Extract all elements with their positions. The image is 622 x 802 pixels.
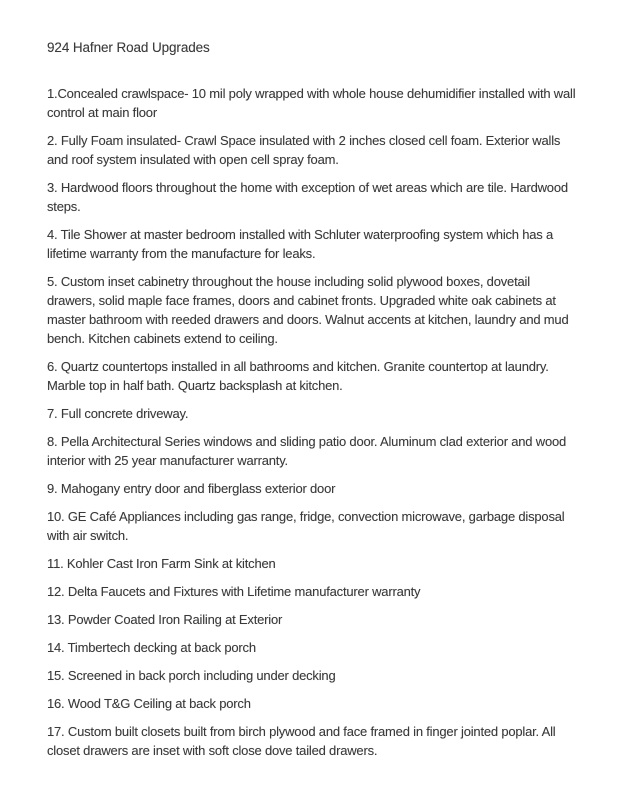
list-item-13: 13. Powder Coated Iron Railing at Exterior <box>47 612 283 627</box>
list-item-6: 6. Quartz countertops installed in all bathrooms and kitchen. Granite countertop at laundry. Marble top in half bath. Quartz backsplash at kitchen. <box>47 359 549 393</box>
list-item-14: 14. Timbertech decking at back porch <box>47 640 256 655</box>
page-title: 924 Hafner Road Upgrades <box>47 40 210 55</box>
list-item-3: 3. Hardwood floors throughout the home with exception of wet areas which are tile. Hardwood steps. <box>47 180 568 214</box>
list-item-7: 7. Full concrete driveway. <box>47 406 189 421</box>
list-item-1: 1.Concealed crawlspace- 10 mil poly wrapped with whole house dehumidifier installed with wall control at main floor <box>47 86 576 120</box>
upgrades-list <box>47 84 577 760</box>
list-item-12: 12. Delta Faucets and Fixtures with Lifetime manufacturer warranty <box>47 584 421 599</box>
list-item-9: 9. Mahogany entry door and fiberglass exterior door <box>47 481 336 496</box>
list-item-5: 5. Custom inset cabinetry throughout the house including solid plywood boxes, dovetail drawers, solid maple face frames, doors and cabinet fronts. Upgraded white oak cabinets at master bathroom with reeded drawers and doors. Walnut accents at kitchen, laundry and mud bench. Kitchen cabinets extend to ceiling. <box>47 274 569 346</box>
list-item-16: 16. Wood T&G Ceiling at back porch <box>47 696 251 711</box>
list-item-11: 11. Kohler Cast Iron Farm Sink at kitchen <box>47 556 276 571</box>
list-item-4: 4. Tile Shower at master bedroom installed with Schluter waterproofing system which has a lifetime warranty from the manufacture for leaks. <box>47 227 554 261</box>
list-item-2: 2. Fully Foam insulated- Crawl Space insulated with 2 inches closed cell foam. Exterior walls and roof system insulated with open cell spray foam. <box>47 133 561 167</box>
list-item-8: 8. Pella Architectural Series windows and sliding patio door. Aluminum clad exterior and wood interior with 25 year manufacturer warranty. <box>47 434 567 468</box>
list-item-17: 17. Custom built closets built from birch plywood and face framed in finger jointed poplar. All closet drawers are inset with soft close dove tailed drawers. <box>47 724 556 758</box>
list-item-15: 15. Screened in back porch including under decking <box>47 668 336 683</box>
list-item-10: 10. GE Café Appliances including gas range, fridge, convection microwave, garbage disposal with air switch. <box>47 509 565 543</box>
